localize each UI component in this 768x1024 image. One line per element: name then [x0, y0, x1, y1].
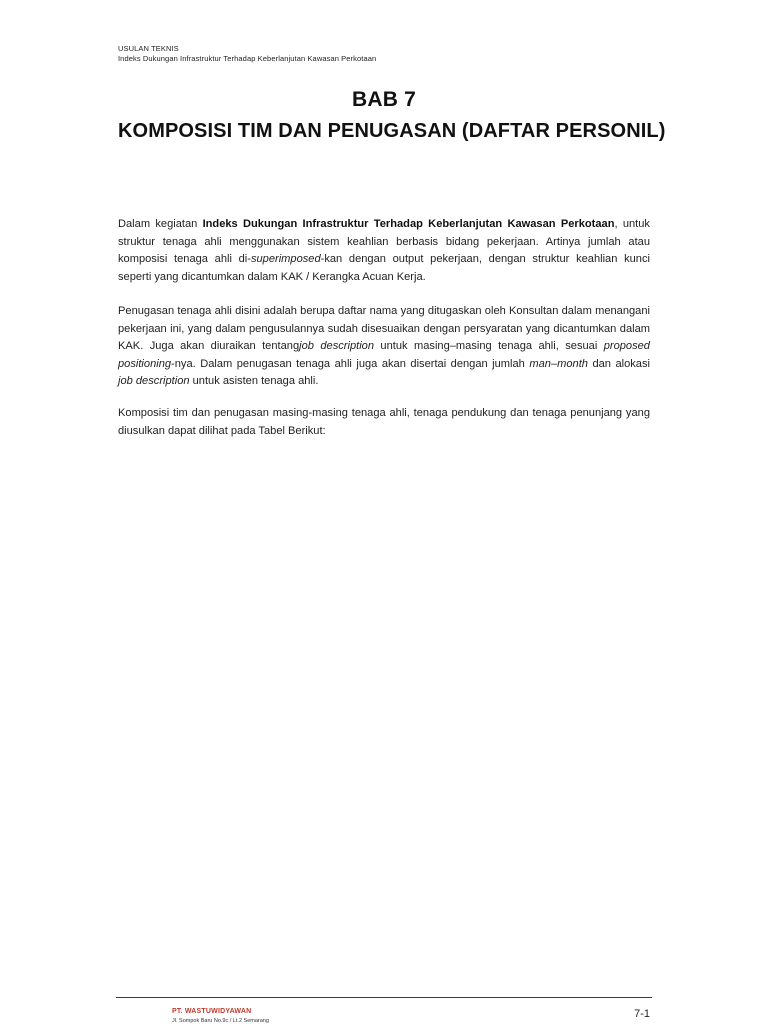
- p2-text-4: dan alokasi: [587, 357, 650, 370]
- p1-text-3: -kan dengan output pekerjaan, dengan struktur keahlian kunci seperti yang dicantumkan dalam KAK / Kerangka Acuan Kerja.: [118, 253, 650, 283]
- p2-italic-man-month: man–month: [529, 357, 588, 370]
- p2-text-1: Penugasan tenaga ahli disini adalah berupa daftar nama yang ditugaskan oleh Konsultan dalam menangani pekerjaan ini, yang dalam pengusulannya sudah disesuaikan dengan persyaratan yang dicantumkan dalam KAK. Juga akan diuraikan tentang: [118, 305, 650, 353]
- running-header: [118, 44, 376, 64]
- header-project-name: Indeks Dukungan Infrastruktur Terhadap Keberlanjutan Kawasan Perkotaan: [118, 54, 377, 63]
- p2-italic-proposed-positioning: proposed positioning: [118, 340, 650, 370]
- paragraph-2: [118, 303, 650, 391]
- p2-italic-job-description-2: job description: [118, 375, 190, 388]
- p1-italic-term: superimposed: [250, 253, 321, 266]
- p2-text-3: -nya. Dalam penugasan tenaga ahli juga akan disertai dengan jumlah: [171, 357, 530, 370]
- footer-company-address: Jl. Sompok Baru No.9c / Lt.2 Semarang: [172, 1018, 269, 1024]
- header-doc-type: USULAN TEKNIS: [118, 44, 179, 53]
- p3-text-1: Komposisi tim dan penugasan masing-masing tenaga ahli, tenaga pendukung dan tenaga penunjang yang diusulkan dapat dilihat pada Tabel Berikut:: [118, 407, 650, 437]
- footer-rule: [116, 997, 652, 998]
- p1-text-1: Dalam kegiatan: [118, 218, 203, 230]
- chapter-title: KOMPOSISI TIM DAN PENUGASAN (DAFTAR PERSONIL): [118, 120, 666, 142]
- page-number: 7-1: [634, 1008, 650, 1020]
- p2-text-2: untuk masing–masing tenaga ahli, sesuai: [374, 340, 604, 353]
- chapter-number: BAB 7: [351, 88, 416, 111]
- paragraph-1: [118, 216, 650, 286]
- p2-text-5: untuk asisten tenaga ahli.: [189, 375, 319, 388]
- p1-project-name-bold: Indeks Dukungan Infrastruktur Terhadap Keberlanjutan Kawasan Perkotaan: [202, 218, 615, 230]
- p2-italic-job-description: job description: [299, 340, 374, 353]
- p1-text-2: , untuk struktur tenaga ahli menggunakan sistem keahlian berbasis bidang pekerjaan. Artinya jumlah atau komposisi tenaga ahli di-: [118, 218, 650, 266]
- footer-company-name: PT. WASTUWIDYAWAN: [172, 1008, 252, 1015]
- paragraph-3: [118, 405, 650, 440]
